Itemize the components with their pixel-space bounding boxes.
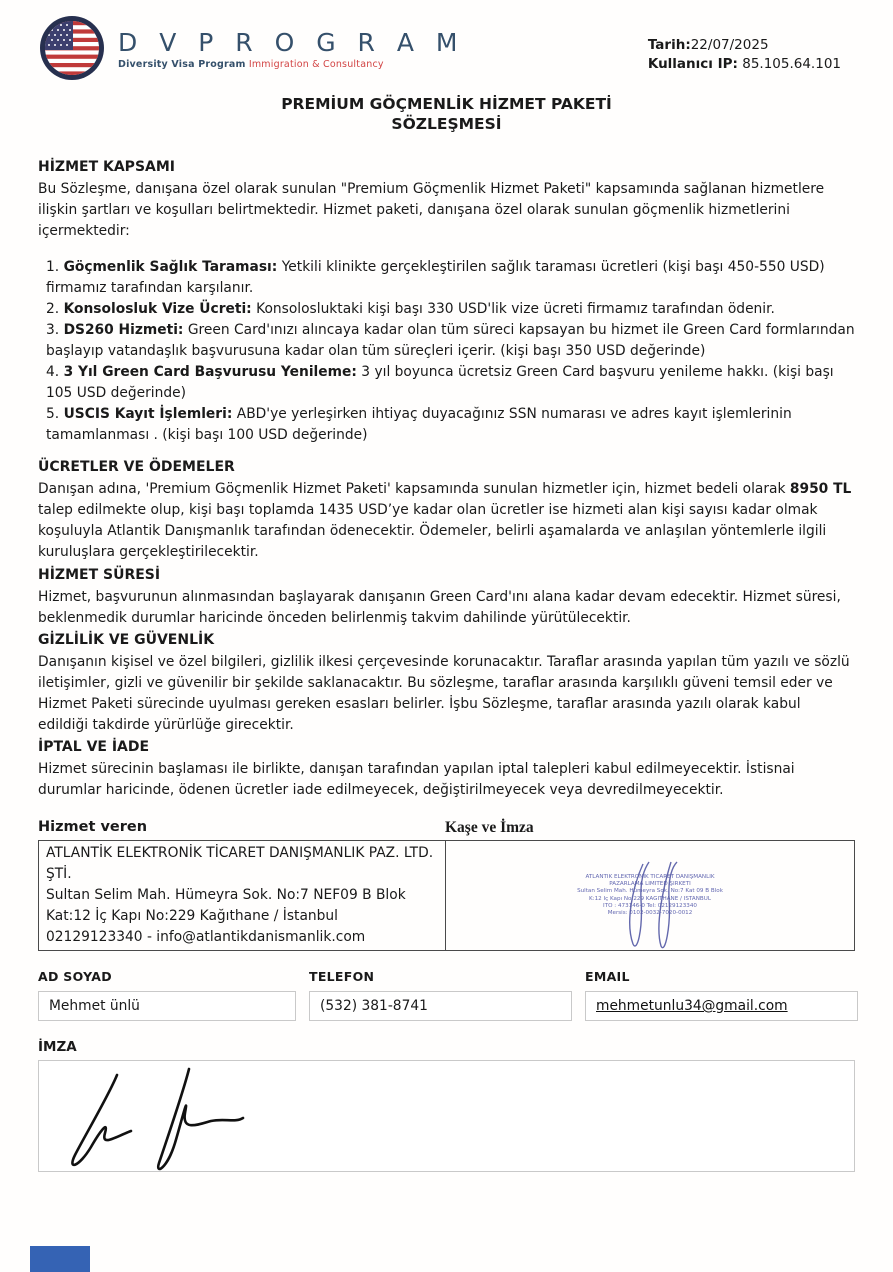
stamp-signature-cell: [446, 841, 854, 950]
tagline-secondary: Immigration & Consultancy: [248, 59, 384, 70]
us-flag-emblem-icon: [38, 14, 106, 86]
company-stamp: [525, 874, 775, 917]
brand-name: D V P R O G R A M: [118, 28, 465, 57]
title-line-1: PREMİUM GÖÇMENLİK HİZMET PAKETİ: [281, 95, 612, 113]
name-field-group: [38, 969, 296, 1021]
date-value: 22/07/2025: [690, 37, 769, 53]
stamp-line: K:12 İç Kapı No:229 KAĞITHANE / İSTANBUL: [589, 895, 711, 902]
section-heading-kapsam: HİZMET KAPSAMI: [38, 159, 175, 175]
item-number: 3.: [46, 322, 60, 338]
list-item: [46, 404, 855, 446]
company-contact: 02129123340 - info@atlantikdanismanlik.com: [46, 929, 366, 945]
tagline-primary: Diversity Visa Program: [118, 59, 246, 70]
stamp-line: Mersis: 0102-0032-7020-0012: [607, 909, 693, 916]
provider-heading: Hizmet veren: [38, 819, 148, 835]
section-body-iptal: Hizmet sürecinin başlaması ile birlikte, danışan tarafından yapılan iptal talepleri kabul edilmeyecektir. İstisnai durumlar haricinde, ödenen ücretler iade edilmeyecek, değiştirilmeyecek veya devredilmeyecektir.: [38, 761, 795, 798]
phone-label: TELEFON: [309, 969, 375, 984]
company-name: ATLANTİK ELEKTRONİK TİCARET DANIŞMANLIK PAZ. LTD. ŞTİ.: [46, 845, 434, 882]
company-address-1: Sultan Selim Mah. Hümeyra Sok. No:7 NEF09 B Blok: [46, 887, 406, 903]
name-label: AD SOYAD: [38, 969, 112, 984]
header: [38, 0, 855, 86]
bottom-left-blue-box: [30, 1246, 90, 1272]
section-heading-gizlilik: GİZLİLİK VE GÜVENLİK: [38, 632, 215, 648]
ip-label: Kullanıcı IP:: [647, 56, 738, 72]
ip-line: [648, 55, 841, 74]
fee-text-before: Danışan adına, 'Premium Göçmenlik Hizmet Paketi' kapsamında sunulan hizmetler için, hizmet bedeli olarak: [38, 481, 790, 497]
email-field-group: [585, 969, 858, 1021]
list-item: [46, 299, 855, 320]
document-meta: [648, 36, 841, 74]
section-body-sure: Hizmet, başvurunun alınmasından başlayarak danışanın Green Card'ını alana kadar devam edecektir. Hizmet süresi, beklenmedik durumlar haricinde önceden belirlenmiş takvim dahilinde yürütülecektir.: [38, 589, 841, 626]
item-title: Göçmenlik Sağlık Taraması:: [63, 259, 278, 275]
stamp-signature-heading: Kaşe ve İmza: [445, 819, 534, 836]
section-body-kapsam: Bu Sözleşme, danışana özel olarak sunulan "Premium Göçmenlik Hizmet Paketi" kapsamında sağlanan hizmetlere ilişkin şartları ve koşulları belirtmektedir. Hizmet paketi, danışana özel olarak sunulan göçmenlik hizmetlerini içermektedir:: [38, 181, 825, 239]
item-number: 5.: [46, 406, 60, 422]
service-list: [38, 257, 855, 446]
item-text: Konsolosluktaki kişi başı 330 USD'lik vize ücreti firmamız tarafından ödenir.: [256, 301, 775, 317]
item-number: 4.: [46, 364, 60, 380]
email-label: EMAIL: [585, 969, 630, 984]
stamp-line: İTO : 473146-0 Tel: 02129123340: [603, 902, 697, 909]
provider-table-headings: [38, 819, 855, 837]
list-item: [46, 362, 855, 404]
signature-pad[interactable]: [38, 1060, 855, 1172]
email-link[interactable]: mehmetunlu34@gmail.com: [596, 998, 788, 1014]
page-title: [38, 94, 855, 134]
fee-amount: 8950 TL: [789, 481, 852, 497]
company-address-2: Kat:12 İç Kapı No:229 Kağıthane / İstanbul: [46, 908, 338, 924]
provider-table: [38, 840, 855, 951]
list-item: [46, 257, 855, 299]
item-title: DS260 Hizmeti:: [63, 322, 184, 338]
ip-value: 85.105.64.101: [737, 56, 841, 72]
list-item: [46, 320, 855, 362]
item-text: ABD'ye yerleşirken ihtiyaç duyacağınız SSN numarası ve adres kayıt işlemlerinin tamamlanması . (kişi başı 100 USD değerinde): [46, 406, 792, 443]
item-text: Yetkili klinikte gerçekleştirilen sağlık taraması ücretleri (kişi başı 450-550 USD) firmamız tarafından karşılanır.: [46, 259, 825, 296]
item-title: 3 Yıl Green Card Başvurusu Yenileme:: [63, 364, 357, 380]
item-text: Green Card'ınızı alıncaya kadar olan tüm süreci kapsayan bu hizmet ile Green Card formlarından başlayıp vatandaşlık başvurusuna kadar olan tüm süreçleri içerir. (kişi başı 350 USD değerinde): [46, 322, 855, 359]
item-title: USCIS Kayıt İşlemleri:: [63, 406, 233, 422]
dvprogram-logo: [38, 14, 464, 86]
section-heading-sure: HİZMET SÜRESİ: [38, 567, 161, 583]
email-input[interactable]: [585, 991, 858, 1021]
date-label: Tarih:: [647, 37, 691, 53]
name-value: Mehmet ünlü: [49, 998, 140, 1014]
phone-field-group: [309, 969, 572, 1021]
item-number: 2.: [46, 301, 60, 317]
client-form: [38, 969, 855, 1021]
stamp-line: Sultan Selim Mah. Hümeyra Sok. No:7 Kat 09 B Blok: [577, 888, 723, 895]
section-body-gizlilik: Danışanın kişisel ve özel bilgileri, gizlilik ilkesi çerçevesinde korunacaktır. Taraflar arasında yapılan tüm yazılı ve sözlü iletişimler, gizli ve güvenilir bir şekilde saklanacaktır. Bu sözleşme, taraflar arasında karşılıklı güveni temsil eder ve Hizmet Paketi sürecinde uyulması gereken esasları belirler. İşbu Sözleşme, taraflar arasında yazılı olarak kabul edildiği takdirde yürürlüğe girecektir.: [38, 654, 850, 733]
phone-input[interactable]: [309, 991, 572, 1021]
signature-label: İMZA: [38, 1039, 77, 1055]
item-text: 3 yıl boyunca ücretsiz Green Card başvuru yenileme hakkı. (kişi başı 105 USD değerinde): [46, 364, 834, 401]
name-input[interactable]: [38, 991, 296, 1021]
section-heading-ucretler: ÜCRETLER VE ÖDEMELER: [38, 459, 235, 475]
item-number: 1.: [46, 259, 60, 275]
item-title: Konsolosluk Vize Ücreti:: [63, 301, 252, 317]
section-body-ucretler: [38, 479, 855, 563]
brand-tagline: [118, 59, 464, 70]
fee-text-after: talep edilmekte olup, kişi başı toplamda 1435 USD’ye kadar olan ücretler ise hizmeti alan kişi sayısı kadar olmak koşuluyla Atlantik Danışmanlık tarafından ödenecektir. Ödemeler, belirli aşamalarda ve anlaşılan yöntemlerle ilgili kuruluşlara gerçekleştirilecektir.: [38, 502, 827, 560]
section-heading-iptal: İPTAL VE İADE: [38, 739, 150, 755]
handwritten-signature: [39, 1061, 299, 1171]
phone-value: (532) 381-8741: [320, 998, 428, 1014]
date-line: [648, 36, 841, 55]
title-line-2: SÖZLEŞMESİ: [391, 115, 502, 133]
stamp-line: PAZARLAMA LİMİTED ŞİRKETİ: [609, 881, 691, 888]
stamp-line: ATLANTİK ELEKTRONİK TİCARET DANIŞMANLIK: [585, 873, 715, 880]
provider-info-cell: [39, 841, 446, 950]
